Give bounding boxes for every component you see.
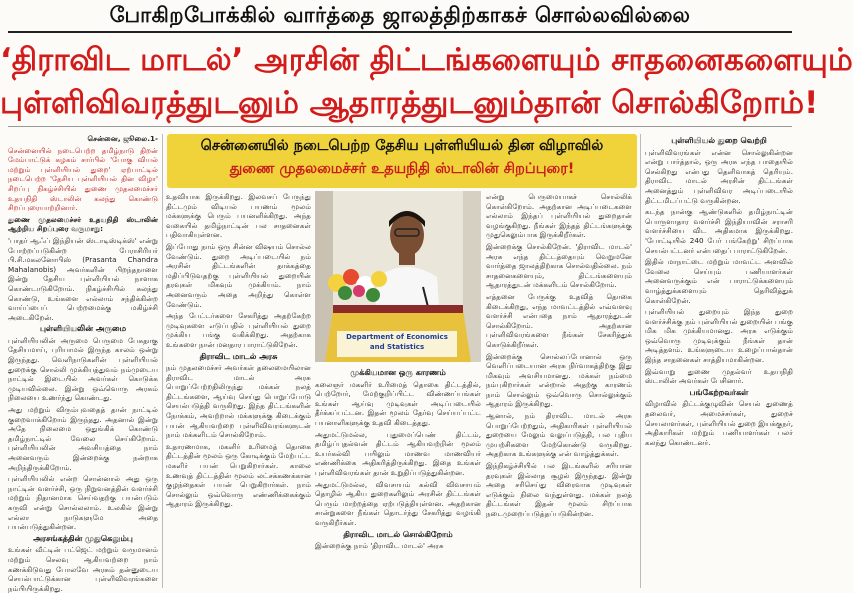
paragraph: அதுமட்டுமல்ல, புதுமைப்பெண் திட்டம், தமிழ்ப்புதல்வன் திட்டம் ஆகியவற்றின் மூலம் உயர்கல்வி பயிலும் மாணவ மாணவியர் எண்ணிக்கை அதிகரித்திருக்கிறது. இதை உங்கள் புள்ளிவிவரங்கள் தான் உறுதிப்படுத்துகின்றன. xyxy=(315,429,481,477)
paragraph: அதுமட்டுமல்ல, விவசாயம் கல்வி விவசாயம் தொழில் ஆகிய துறைகளிலும் அரசின் திட்டங்கள் பெரும் மாற்றத்தை ஏற்படுத்தியுள்ளன. அதற்கான சான்றுகளை நீங்கள் தொடர்ந்து சேகரித்து வழங்கி வருகிறீர்கள். xyxy=(315,479,481,527)
section-heading: புள்ளியியலின் அருமை xyxy=(39,324,127,334)
paragraph: என்று பெருமையாகச் சொல்லிக் கொள்கிறோம். அதற்கான அடிப்படைகளை எல்லாம் இந்தப் புள்ளியியல் துறைதான் வழங்குகிறது. நீங்கள் இந்தத் திட்டங்களுக்கு முதுகெலும்பாக இருக்கிறீர்கள். xyxy=(486,192,632,240)
paragraph: புள்ளியியலில் என்ற சொன்னால் அது ஒரு நாட்டின் வளர்ச்சி, ஒரு நிறுவனத்தின் வளர்ச்சி மற்றும் நிதானமாக செய்வதற்கு பயன்படும் கருவி என்று சொல்லலாம். உலகில் இன்று எல்லா நாடுகளுமே அதை பயன்படுத்துகின்றன. xyxy=(8,474,158,532)
section-heading: அரசங்கத்தின் முதுகெலும்பு xyxy=(33,533,133,543)
article-column-3 xyxy=(315,366,481,588)
column-divider xyxy=(162,134,163,588)
speaker-photo xyxy=(315,191,481,362)
paragraph: இன்றைக்கு சொல்கிறேன். 'திராவிட மாடல்' அரசு எந்த திட்டத்தையும் வெறுமனே வார்த்தை ஜாலத்திற்காக சொல்வதில்லை. நம் சாதனைகளையும், திட்டங்களையும் ஆதாரத்துடன் மக்களிடம் சொல்கிறோம். xyxy=(486,241,632,290)
section-heading: முக்கியமான ஒரு காரணம் xyxy=(350,368,446,377)
dateline: சென்னை, ஜூலை.1- xyxy=(87,134,158,143)
headline-rule xyxy=(8,126,792,127)
paragraph: இன்றைக்கு சொல்லப்போனால் ஒரு வெளிப்படையான அரசு நிர்வாகத்திற்கு இது மிகவும் அவசியமானது. மக்கள் நம்மை நம்புகிறார்கள் என்றால் அதற்கு காரணம் நாம் சொல்லும் ஒவ்வொரு சொல்லுக்கும் ஆதாரம் இருக்கிறது. xyxy=(486,351,632,409)
paragraph: அந்த பேட்டர்களை சேகரித்து அதற்கேற்ற முடிவுகளை எடுப்பதில் புள்ளியியல் துறை முக்கிய பங்கு வகிக்கிறது. அதற்காக உங்களை நான் மனதார பாராட்டுகிறேன். xyxy=(166,311,311,349)
paragraph: கடந்த நான்கு ஆண்டுகளில் தமிழ்நாட்டின் பொருளாதார வளர்ச்சி இந்தியாவின் சராசரி வளர்ச்சியை விட அதிகமாக இருக்கிறது. 'போட்டியில் 240 பேர் பங்கேற்று' சிறப்பாக செயல்பட்டனர் என்பதைப் பாராட்டுகிறேன். xyxy=(645,207,793,255)
paragraph: கலைஞர் மகளிர் உரிமைத் தொகை திட்டத்தில், பெற்றோர், மேற்குறிப்பிட்ட விண்ணப்பங்கள் உங்கள் ஆய்வு முடிவுகள் அடிப்படையில் தீர்க்கப்பட்டன. இதன் மூலம் தேர்வு செய்யப்பட்ட பயனாளிகளுக்கு உதவி கிடைத்தது. xyxy=(315,379,481,427)
paragraph: இன்றைக்கு நாம் 'திராவிட மாடல்' அரசு xyxy=(315,541,444,551)
article-column-2 xyxy=(166,192,311,588)
paragraph: இவ்வாறு துணை முதல்வர் உதயநிதி ஸ்டாலின் அவர்கள் பேசினார். xyxy=(645,366,793,386)
section-heading: திராவிட மாடல் சொல்கிறோம் xyxy=(343,529,453,539)
paragraph: புள்ளியியல் துறையும் இந்த துறை வளர்ச்சிக்கு நம் புள்ளியியல் துறையின் பங்கு மிக மிக முக்கியமானது. அரசு எடுக்கும் ஒவ்வொரு முடிவுக்கும் நீங்கள் தான் அடித்தளம். உங்களுடைய உழைப்பால்தான் இந்த சாதனைகள் சாத்தியமாகின்றன. xyxy=(645,307,793,365)
headline-line-2: புள்ளிவிவரத்துடனும் ஆதாரத்துடனும்தான் சொல்கிறோம்! xyxy=(0,85,819,121)
paragraph: உதாரணமாக, மகளிர் உரிமைத் தொகை திட்டத்தின் மூலம் ஒரு கோடிக்கும் மேற்பட்ட மகளிர் பயன் பெறுகிறார்கள். காலை உணவுத் திட்டத்தின் மூலம் லட்சக்கணக்கான குழந்தைகள் பயன் பெறுகிறார்கள். நாம் சொல்லும் ஒவ்வொரு எண்ணிக்கைக்கும் ஆதாரம் இருக்கிறது. xyxy=(166,441,311,509)
section-heading: பங்கேற்றவர்கள் xyxy=(689,387,749,397)
paragraph: உங்கள் வீட்டின் பட்ஜெட் மற்றும் வருமானம் மற்றும் செலவு ஆகியவற்றை நாம் கணக்கிடுவது போலவே அரசும் தன்னுடைய செயல்பாட்டுக்கான புள்ளிவிவரங்களை நம்பியிருக்கிறது. xyxy=(8,545,158,593)
paragraph: புள்ளிவிவரங்கள் என்ன சொல்லுகின்றன என்று பார்த்தால், ஒரு அரசு எந்த பாதையில் செல்கிறது என்பது தெளிவாகத் தெரியும். திராவிட மாடல் அரசின் திட்டங்கள் அனைத்தும் புள்ளிவிவர அடிப்படையில் திட்டமிடப்பட்டு வருகின்றன. xyxy=(645,147,793,205)
subhead-box xyxy=(167,134,637,188)
section-heading: புள்ளியியல் துறை வெற்றி xyxy=(671,136,767,145)
article-column-5 xyxy=(645,134,793,588)
paragraph: சென்னையில் நடைபெற்ற தமிழ்நாடு திறன் மேம்பாட்டுக் கழகம் சார்பில் 'போகு வியல் மற்றும் புள்ளியியல் துறை' ஏற்பாட்டில் நடைபெற்ற 'தேசிய புள்ளியியல் தின விழா' சிறப்பு நிகழ்ச்சியில் துணை முதலமைச்சர் உதயநிதி ஸ்டாலின் கலந்து கொண்டு சிறப்புரையாற்றினார். xyxy=(8,145,158,213)
top-rule xyxy=(8,31,792,33)
banner-text-1: Department of Economics xyxy=(346,333,448,341)
paragraph: இந்நிகழ்ச்சியில் பல இடங்களில் சரியான தரவுகள் இல்லாத சூழல் இருந்தது. இன்று அதை சரிசெய்து விரைவாக முடிவுகள் எடுக்கும் நிலை வந்துள்ளது. மக்கள் நலத் திட்டங்கள் இதன் மூலம் சிறப்பாக நடைமுறைப்படுத்தப்படுகின்றன. xyxy=(486,461,632,518)
headline-line-1: ‘திராவிட மாடல்’ அரசின் திட்டங்களையும் சாதனைகளையும் xyxy=(0,42,853,78)
paragraph: நம் முதலமைச்சர் அவர்கள் தலைமையிலான திராவிட மாடல் அரசு பொறுப்பேற்றதிலிருந்து மக்கள் நலத் திட்டங்களை, ஆய்வு செய்து பொறுப்போடு செயல்படுத்தி வருகிறது. இந்த திட்டங்களின் நோக்கம், அவற்றால் மக்களுக்கு கிடைக்கும் பயன் ஆகியவற்றை புள்ளிவிவரங்களுடன் நாம் மக்களிடம் சொல்கிறோம். xyxy=(166,363,311,440)
subhead-line-1: சென்னையில் நடைபெற்ற தேசிய புள்ளியியல் தின விழாவில் xyxy=(200,138,604,154)
paragraph: அது மற்றும் விரும்புவதைத் தான் நாட்டில் குறைவாக்கிறோம் இருந்தது. அதனால் இன்று அதே நிலைமை ஒதுங்கிக் கொண்டு தமிழ்நாட்டில் வேலை செய்கிறோம். புள்ளியியலின் அவசியத்தை நாம் அனைவரும் இன்றைக்கு நன்றாக அறிந்திருக்கிறோம். xyxy=(8,405,158,472)
subhead-line-2: துணை முதலமைச்சர் உதயநிதி ஸ்டாலின் சிறப்புரை! xyxy=(229,161,575,177)
paragraph: விழாவில் திட்டக்குழுவின் செயல் துணைத் தலைவர், அமைச்சர்கள், துறைச் செயலாளர்கள், புள்ளியியல் துறை இயக்குநர், அதிகாரிகள் மற்றும் பணியாளர்கள் பலர் கலந்து கொண்டனர். xyxy=(645,399,793,447)
paragraph: 'பாதர் ஆஃப் இந்தியன் ஸ்டாடிஸ்டிக்ஸ்' என்று போற்றப்படுகின்ற பேராசிரியர் பி.சி.மகலனோபிஸ் (Prasanta Chandra Mahalanobis) அவர்களின் பிறந்தநாளை இன்று தேசிய புள்ளியியல் நாளாக கொண்டாடுகிறோம். நிகழ்ச்சியில் கலந்து கொண்டு, உங்களை எல்லாம் சந்திக்கின்ற வாய்ப்பைப் பெற்றமைக்கு மகிழ்ச்சி அடைகிறேன். xyxy=(8,235,158,322)
article-column-1 xyxy=(8,134,158,593)
paragraph: ஆனால், நம் திராவிட மாடல் அரசு பொறுப்பேற்றதும், அதிகாரிகள் புள்ளியியல் துறையை மேலும் வலுப்படுத்தி, பல புதிய முயற்சிகளை மேற்கொண்டு வருகிறது. அதற்காக உங்களுக்கு என் வாழ்த்துக்கள். xyxy=(486,411,632,459)
banner-text-2: and Statistics xyxy=(369,343,425,351)
paragraph: உதவியாக இருக்கிறது. இலவசப் பேருந்து திட்டமும் விடியல் பயணம் மூலம் மக்களுக்கு பெரும் பயனளிக்கிறது. அந்த வகையில் தமிழ்நாட்டின் பல சாதனைகள் பதிவாகியுள்ளன. xyxy=(166,192,311,240)
paragraph: இப்போது நாம் ஒரு சின்ன விஷயம் சொல்ல வேண்டும். துறை அடிப்படையில் நம் அரசின் திட்டங்களின் தாக்கத்தை மதிப்பிடுவதற்கு புள்ளியியல் துறையின் தரவுகள் மிகவும் முக்கியம். நாம் அனைவரும் அதை அறிந்து கொள்ள வேண்டும். xyxy=(166,241,311,309)
article-column-4 xyxy=(486,192,632,588)
kicker-line: போகிறபோக்கில் வார்த்தை ஜாலத்திற்காகச் சொல்லவில்லை xyxy=(109,3,691,27)
section-heading: திராவிட மாடல் அரசு xyxy=(199,351,278,361)
paragraph: எத்தனை பேருக்கு உதவித் தொகை கிடைக்கிறது, எந்த மாவட்டத்தில் எவ்வளவு வளர்ச்சி என்பதை நாம் ஆதாரத்துடன் சொல்கிறோம். அதற்கான புள்ளிவிவரங்களை நீங்கள் சேகரித்துக் கொடுக்கிறீர்கள். xyxy=(486,291,632,349)
paragraph: புள்ளியியலின் அருமை பெருமை பேசுதாகு தேசியமாய், புரியாமல் இருந்த காலம் ஒன்று இருந்தது. வெளிநாடுகளின் புள்ளியியல் துறைக்கு சொல்லி முக்கியத்துவம் நம்முடைய நாட்டில் இடையில் அவர்கள் கொடுக்க முடியவில்லை. இன்று ஒவ்வொரு அரசும் நிலையை உணர்ந்து கொண்டது. xyxy=(8,335,158,403)
paragraph: இதில் மாநாட்டை மற்றும் மாவட்ட அளவில் வேலை செய்யும் பணியாளர்கள் அனைவருக்கும் என் பாராட்டுக்களையும் வாழ்த்துக்களையும் தெரிவித்துக் கொள்கிறேன். xyxy=(645,257,793,305)
column-divider xyxy=(640,134,641,588)
pull-quote: துணை முதலமைச்சர் உதயநிதி ஸ்டாலின் ஆற்றிய சிறப்புரை வருமாறு: xyxy=(8,214,158,234)
